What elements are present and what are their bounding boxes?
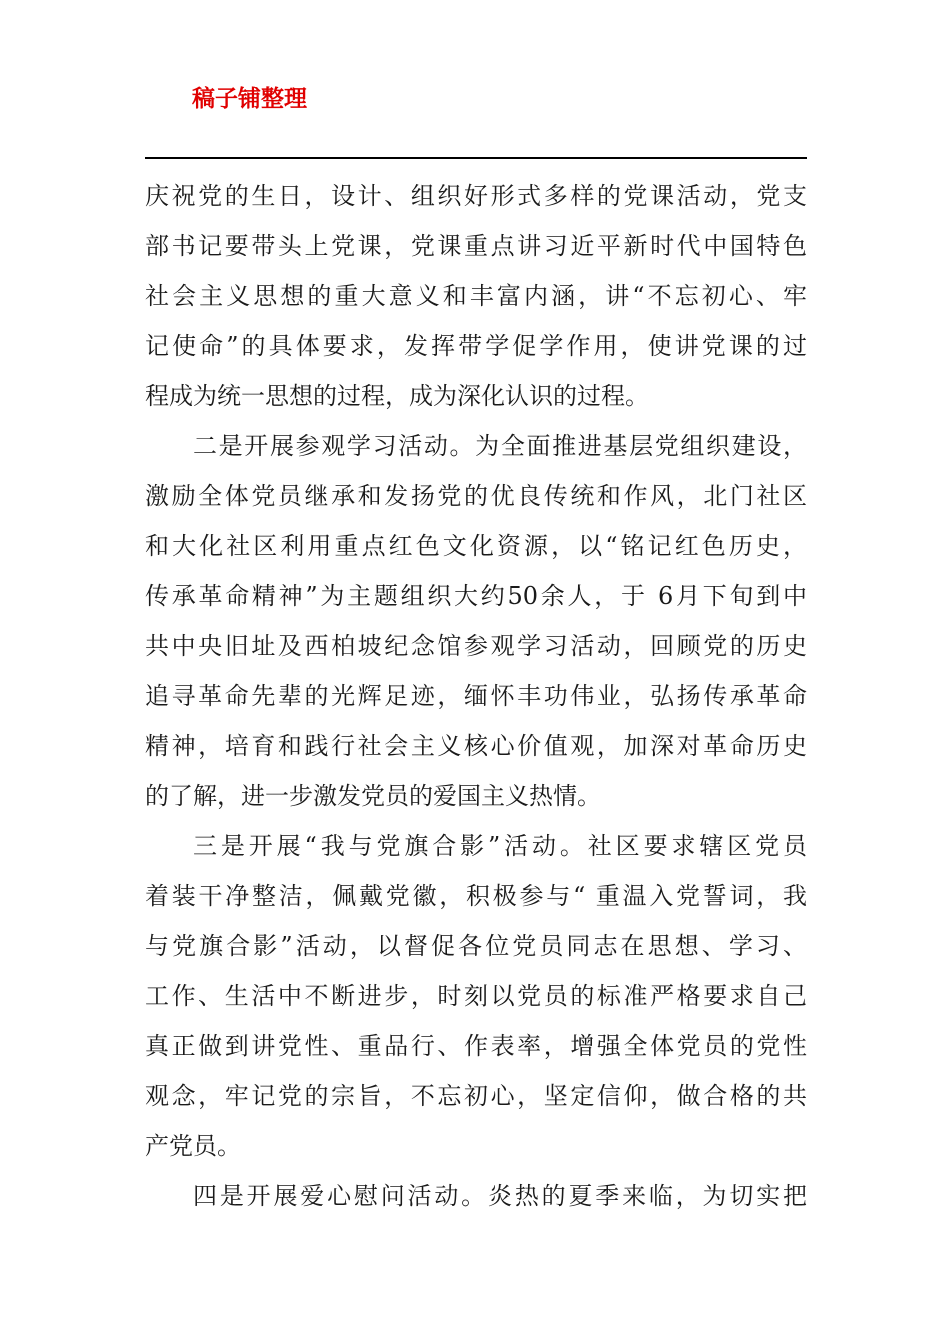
text-line: 程成为统一思想的过程，成为深化认识的过程。 [145, 382, 649, 410]
header-divider [145, 157, 807, 159]
text-line: 追寻革命先辈的光辉足迹，缅怀丰功伟业，弘扬传承革命 [145, 682, 807, 710]
text-line: 观念，牢记党的宗旨，不忘初心，坚定信仰，做合格的共 [145, 1082, 807, 1110]
text-line: 和大化社区利用重点红色文化资源，以“铭记红色历史， [145, 532, 807, 560]
text-line: 三是开展“我与党旗合影”活动。社区要求辖区党员 [193, 832, 807, 860]
text-line: 四是开展爱心慰问活动。炎热的夏季来临，为切实把 [193, 1182, 807, 1210]
text-line: 产党员。 [145, 1132, 241, 1160]
text-line: 的了解，进一步激发党员的爱国主义热情。 [145, 782, 601, 810]
text-line: 记使命”的具体要求，发挥带学促学作用，使讲党课的过 [145, 332, 807, 360]
text-line: 精神，培育和践行社会主义核心价值观，加深对革命历史 [145, 732, 807, 760]
document-body [145, 171, 807, 1221]
text-line: 真正做到讲党性、重品行、作表率，增强全体党员的党性 [145, 1032, 807, 1060]
text-line: 传承革命精神”为主题组织大约50余人，于 6月下旬到中 [145, 582, 807, 610]
text-line: 庆祝党的生日，设计、组织好形式多样的党课活动，党支 [145, 182, 807, 210]
text-line: 工作、生活中不断进步，时刻以党员的标准严格要求自己 [145, 982, 807, 1010]
page-header-title: 稿子铺整理 [192, 86, 307, 112]
text-line: 着装干净整洁，佩戴党徽，积极参与“ 重温入党誓词，我 [145, 882, 807, 910]
text-line: 共中央旧址及西柏坡纪念馆参观学习活动，回顾党的历史 [145, 632, 807, 660]
text-line: 社会主义思想的重大意义和丰富内涵，讲“不忘初心、牢 [145, 282, 807, 310]
text-line: 二是开展参观学习活动。为全面推进基层党组织建设， [193, 432, 807, 460]
text-line: 与党旗合影”活动，以督促各位党员同志在思想、学习、 [145, 932, 807, 960]
text-line: 激励全体党员继承和发扬党的优良传统和作风，北门社区 [145, 482, 807, 510]
text-line: 部书记要带头上党课，党课重点讲习近平新时代中国特色 [145, 232, 807, 260]
